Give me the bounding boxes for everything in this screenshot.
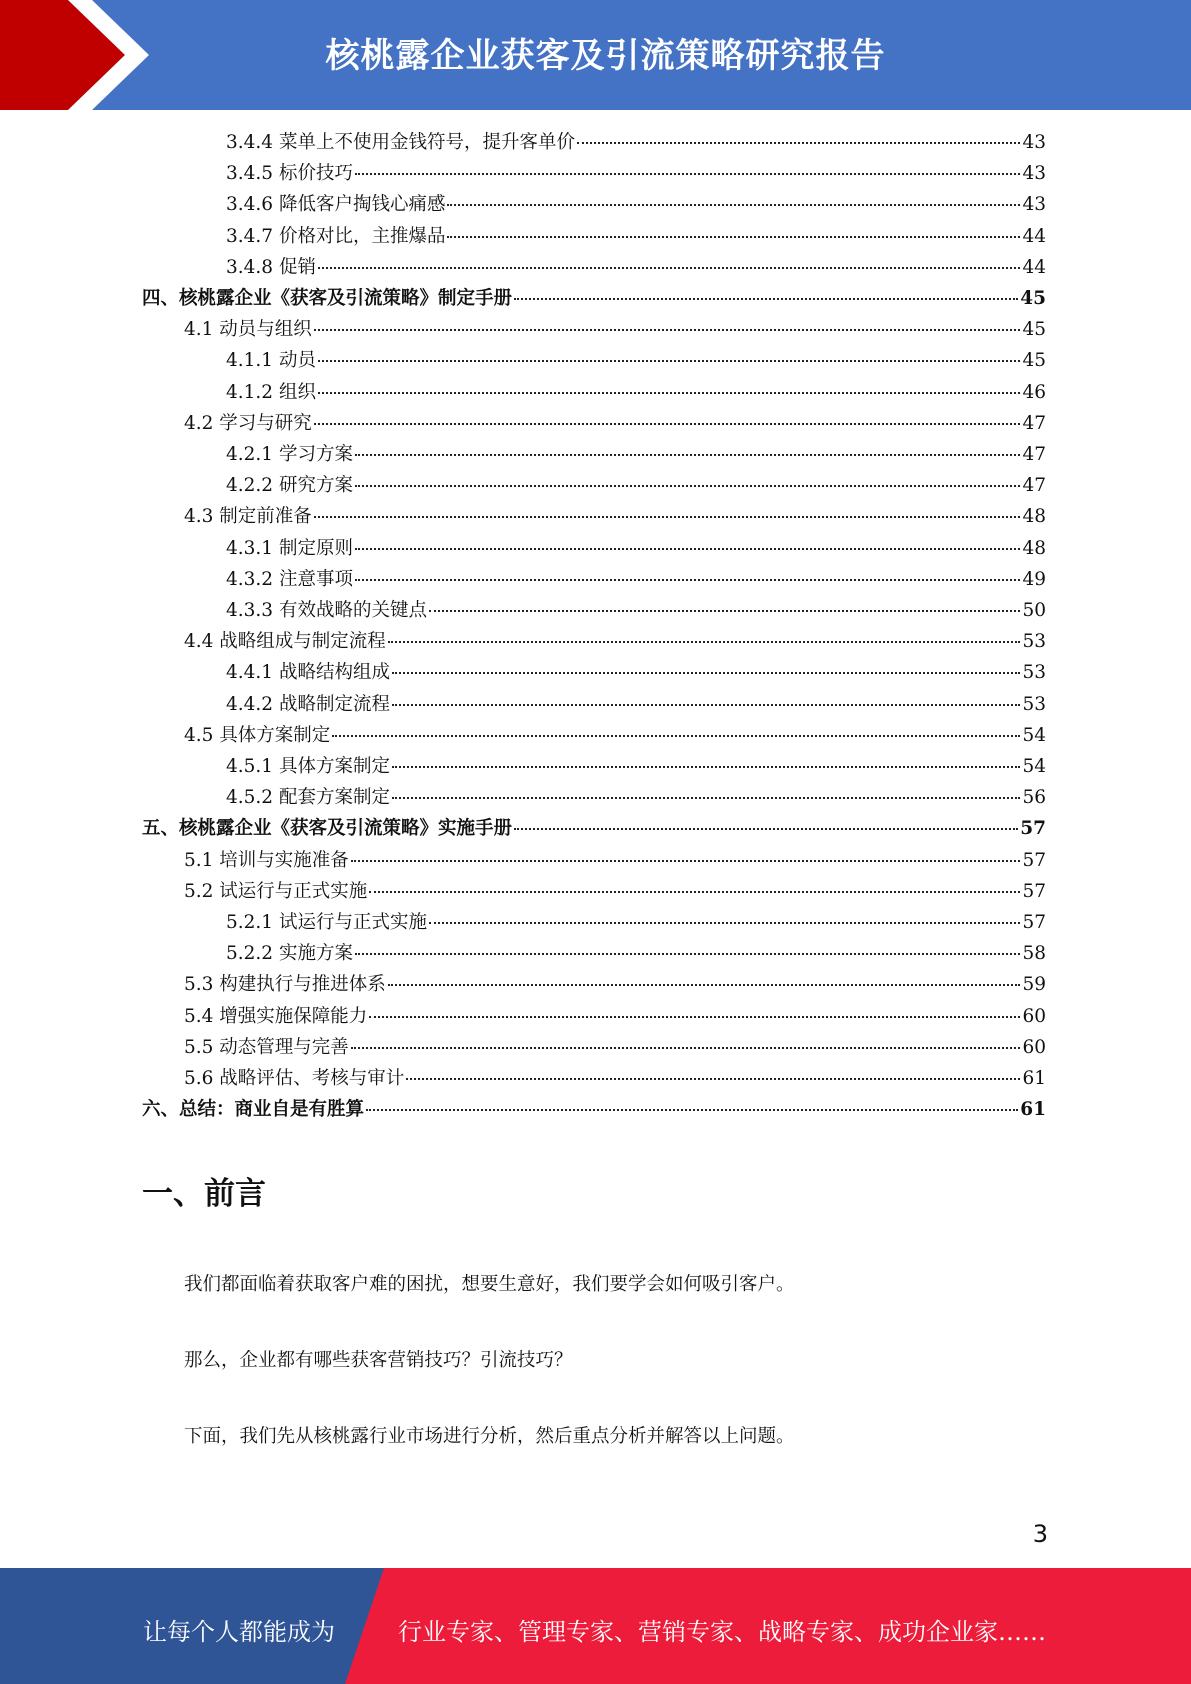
toc-entry-title: 3.4.8 促销 [226, 257, 316, 278]
toc-entry[interactable] [226, 565, 1046, 595]
toc-entry-page: 60 [1022, 1037, 1046, 1058]
toc-entry[interactable] [226, 159, 1046, 189]
toc-entry-title: 4.4 战略组成与制定流程 [184, 631, 386, 652]
toc-entry-page: 46 [1022, 382, 1046, 403]
toc-entry[interactable] [226, 378, 1046, 408]
toc-entry[interactable] [184, 1002, 1046, 1032]
toc-dot-leader [314, 422, 1021, 425]
toc-entry[interactable] [226, 690, 1046, 720]
toc-entry[interactable] [226, 534, 1046, 564]
toc-entry-page: 44 [1022, 226, 1046, 247]
toc-entry[interactable] [226, 190, 1046, 220]
toc-entry[interactable] [226, 128, 1046, 158]
toc-dot-leader [392, 765, 1020, 768]
toc-dot-leader [351, 1046, 1021, 1049]
toc-entry-title: 5.2.1 试运行与正式实施 [226, 912, 427, 933]
toc-entry-title: 3.4.7 价格对比，主推爆品 [226, 226, 446, 247]
toc-entry-page: 47 [1022, 444, 1046, 465]
toc-entry-title: 4.4.1 战略结构组成 [226, 662, 390, 683]
toc-dot-leader [332, 734, 1020, 737]
toc-dot-leader [514, 297, 1018, 300]
toc-entry[interactable] [226, 346, 1046, 376]
intro-paragraph: 那么，企业都有哪些获客营销技巧？引流技巧？ [184, 1350, 573, 1371]
toc-dot-leader [318, 359, 1021, 362]
toc-dot-leader [355, 547, 1021, 550]
toc-entry-page: 58 [1022, 943, 1046, 964]
toc-dot-leader [351, 859, 1021, 862]
toc-dot-leader [355, 453, 1021, 456]
toc-entry-title: 5.5 动态管理与完善 [184, 1037, 349, 1058]
toc-entry[interactable] [226, 783, 1046, 813]
toc-entry-page: 54 [1022, 725, 1046, 746]
toc-dot-leader [366, 1108, 1018, 1111]
toc-entry-page: 44 [1022, 257, 1046, 278]
toc-entry-page: 53 [1022, 694, 1046, 715]
toc-entry[interactable] [184, 1064, 1046, 1094]
section-heading: 一、前言 [142, 1176, 266, 1212]
toc-dot-leader [577, 141, 1020, 144]
toc-entry[interactable] [226, 658, 1046, 688]
toc-entry-title: 4.2 学习与研究 [184, 413, 312, 434]
page-number: 3 [1032, 1520, 1048, 1548]
toc-entry-page: 54 [1022, 756, 1046, 777]
toc-entry-title: 四、核桃露企业《获客及引流策略》制定手册 [142, 288, 513, 309]
toc-entry[interactable] [184, 502, 1046, 532]
toc-entry-title: 5.2.2 实施方案 [226, 943, 353, 964]
toc-entry-title: 5.4 增强实施保障能力 [184, 1006, 368, 1027]
toc-dot-leader [392, 671, 1020, 674]
toc-entry-page: 43 [1022, 132, 1046, 153]
toc-entry-page: 47 [1022, 475, 1046, 496]
toc-entry-page: 57 [1020, 818, 1046, 839]
toc-dot-leader [388, 983, 1021, 986]
toc-dot-leader [388, 640, 1021, 643]
toc-entry-title: 5.6 战略评估、考核与审计 [184, 1068, 405, 1089]
toc-dot-leader [355, 172, 1021, 175]
toc-entry-title: 3.4.5 标价技巧 [226, 163, 353, 184]
toc-dot-leader [318, 266, 1021, 269]
toc-dot-leader [514, 827, 1018, 830]
toc-dot-leader [355, 578, 1021, 581]
toc-dot-leader [392, 703, 1020, 706]
report-title: 核桃露企业获客及引流策略研究报告 [325, 36, 886, 76]
toc-dot-leader [429, 609, 1020, 612]
toc-entry-page: 57 [1022, 881, 1046, 902]
toc-dot-leader [369, 1015, 1020, 1018]
toc-entry-page: 49 [1022, 569, 1046, 590]
toc-entry-title: 5.3 构建执行与推进体系 [184, 974, 386, 995]
toc-dot-leader [355, 484, 1021, 487]
header-banner [0, 0, 1191, 110]
toc-entry[interactable] [142, 284, 1046, 314]
footer-slogan-left: 让每个人都能成为 [143, 1618, 335, 1646]
toc-entry-title: 4.5.1 具体方案制定 [226, 756, 390, 777]
toc-dot-leader [392, 796, 1020, 799]
toc-entry[interactable] [184, 627, 1046, 657]
toc-entry-title: 4.3.1 制定原则 [226, 538, 353, 559]
intro-paragraph: 我们都面临着获取客户难的困扰，想要生意好，我们要学会如何吸引客户。 [184, 1274, 795, 1295]
toc-entry-page: 48 [1022, 506, 1046, 527]
toc-entry-page: 60 [1022, 1006, 1046, 1027]
toc-entry-page: 57 [1022, 850, 1046, 871]
toc-entry-page: 53 [1022, 631, 1046, 652]
toc-entry-page: 43 [1022, 163, 1046, 184]
toc-entry-title: 4.3 制定前准备 [184, 506, 312, 527]
toc-entry-title: 3.4.4 菜单上不使用金钱符号，提升客单价 [226, 132, 575, 153]
toc-entry[interactable] [226, 908, 1046, 938]
toc-entry-title: 五、核桃露企业《获客及引流策略》实施手册 [142, 818, 513, 839]
toc-entry[interactable] [226, 596, 1046, 626]
toc-entry-page: 45 [1020, 288, 1046, 309]
toc-entry-page: 50 [1022, 600, 1046, 621]
toc-entry[interactable] [142, 814, 1046, 844]
toc-entry-title: 5.2 试运行与正式实施 [184, 881, 368, 902]
toc-entry-title: 4.1.1 动员 [226, 350, 316, 371]
toc-entry[interactable] [184, 970, 1046, 1000]
toc-entry-title: 4.1.2 组织 [226, 382, 316, 403]
toc-entry-title: 4.4.2 战略制定流程 [226, 694, 390, 715]
toc-entry-title: 4.1 动员与组织 [184, 319, 312, 340]
toc-dot-leader [355, 952, 1021, 955]
toc-entry[interactable] [184, 409, 1046, 439]
toc-entry-page: 45 [1022, 319, 1046, 340]
toc-dot-leader [318, 391, 1021, 394]
toc-entry-title: 4.5 具体方案制定 [184, 725, 331, 746]
toc-entry-title: 3.4.6 降低客户掏钱心痛感 [226, 194, 446, 215]
toc-entry[interactable] [184, 877, 1046, 907]
toc-entry-page: 61 [1022, 1068, 1046, 1089]
toc-entry-page: 47 [1022, 413, 1046, 434]
toc-dot-leader [447, 203, 1020, 206]
toc-entry-page: 57 [1022, 912, 1046, 933]
toc-dot-leader [447, 235, 1020, 238]
toc-entry-page: 48 [1022, 538, 1046, 559]
toc-entry[interactable] [226, 253, 1046, 283]
toc-entry-page: 43 [1022, 194, 1046, 215]
toc-dot-leader [429, 921, 1020, 924]
toc-entry[interactable] [184, 315, 1046, 345]
toc-entry-title: 4.3.3 有效战略的关键点 [226, 600, 427, 621]
toc-dot-leader [314, 515, 1021, 518]
intro-paragraph: 下面，我们先从核桃露行业市场进行分析，然后重点分析并解答以上问题。 [184, 1426, 795, 1447]
toc-entry-title: 六、总结：商业自是有胜算 [142, 1099, 365, 1120]
toc-entry-page: 56 [1022, 787, 1046, 808]
toc-entry-page: 59 [1022, 974, 1046, 995]
toc-entry-title: 4.3.2 注意事项 [226, 569, 353, 590]
toc-dot-leader [406, 1077, 1020, 1080]
toc-dot-leader [314, 328, 1021, 331]
toc-entry[interactable] [142, 1095, 1046, 1125]
toc-entry-title: 4.2.2 研究方案 [226, 475, 353, 496]
toc-dot-leader [369, 890, 1020, 893]
footer-slogan-right: 行业专家、管理专家、营销专家、战略专家、成功企业家…… [398, 1618, 1046, 1646]
toc-entry[interactable] [184, 1033, 1046, 1063]
toc-entry[interactable] [226, 222, 1046, 252]
toc-entry-page: 45 [1022, 350, 1046, 371]
toc-entry-title: 4.5.2 配套方案制定 [226, 787, 390, 808]
toc-entry[interactable] [184, 721, 1046, 751]
toc-entry[interactable] [226, 471, 1046, 501]
footer-banner [0, 1568, 1191, 1684]
toc-entry-title: 5.1 培训与实施准备 [184, 850, 349, 871]
toc-entry-page: 53 [1022, 662, 1046, 683]
toc-entry[interactable] [226, 440, 1046, 470]
toc-entry-page: 61 [1020, 1099, 1046, 1120]
toc-entry[interactable] [184, 846, 1046, 876]
toc-entry[interactable] [226, 752, 1046, 782]
toc-entry-title: 4.2.1 学习方案 [226, 444, 353, 465]
toc-entry[interactable] [226, 939, 1046, 969]
